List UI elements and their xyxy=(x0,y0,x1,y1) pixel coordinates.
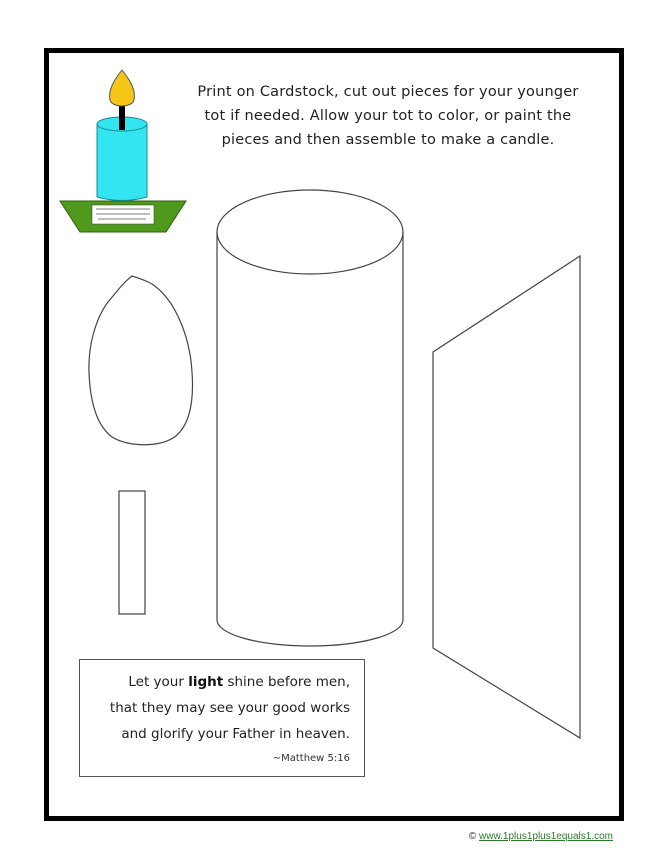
wick-cutout-outline xyxy=(119,491,145,614)
verse-keyword-light: light xyxy=(188,674,224,690)
verse-line-2: that they may see your good works xyxy=(109,700,350,716)
flame-yellow xyxy=(110,70,135,106)
candle-cylinder-cutout xyxy=(217,190,403,646)
verse-line-1 xyxy=(128,674,350,690)
instructions-line-1: Print on Cardstock, cut out pieces for your younger xyxy=(197,84,579,100)
flame-cutout-outline xyxy=(89,276,193,445)
holder-label-box xyxy=(92,205,154,224)
copyright-symbol: © xyxy=(468,831,477,842)
wick-black xyxy=(119,104,125,130)
verse-line-1-start: Let your xyxy=(128,674,189,690)
holder-cutout-outline xyxy=(433,256,580,738)
verse-line-1-end: shine before men, xyxy=(223,674,350,690)
verse-reference: ~Matthew 5:16 xyxy=(272,753,350,764)
candle-example-illustration xyxy=(60,70,186,232)
verse-line-3: and glorify your Father in heaven. xyxy=(121,726,350,742)
website-link[interactable]: www.1plus1plus1equals1.com xyxy=(479,831,613,842)
instructions-line-3: pieces and then assemble to make a candle. xyxy=(221,132,555,148)
copyright-footer xyxy=(469,831,613,842)
candle-body-blue xyxy=(97,124,147,201)
bible-verse-box xyxy=(79,659,365,777)
instructions-line-2: tot if needed. Allow your tot to color, or paint the xyxy=(204,108,572,124)
